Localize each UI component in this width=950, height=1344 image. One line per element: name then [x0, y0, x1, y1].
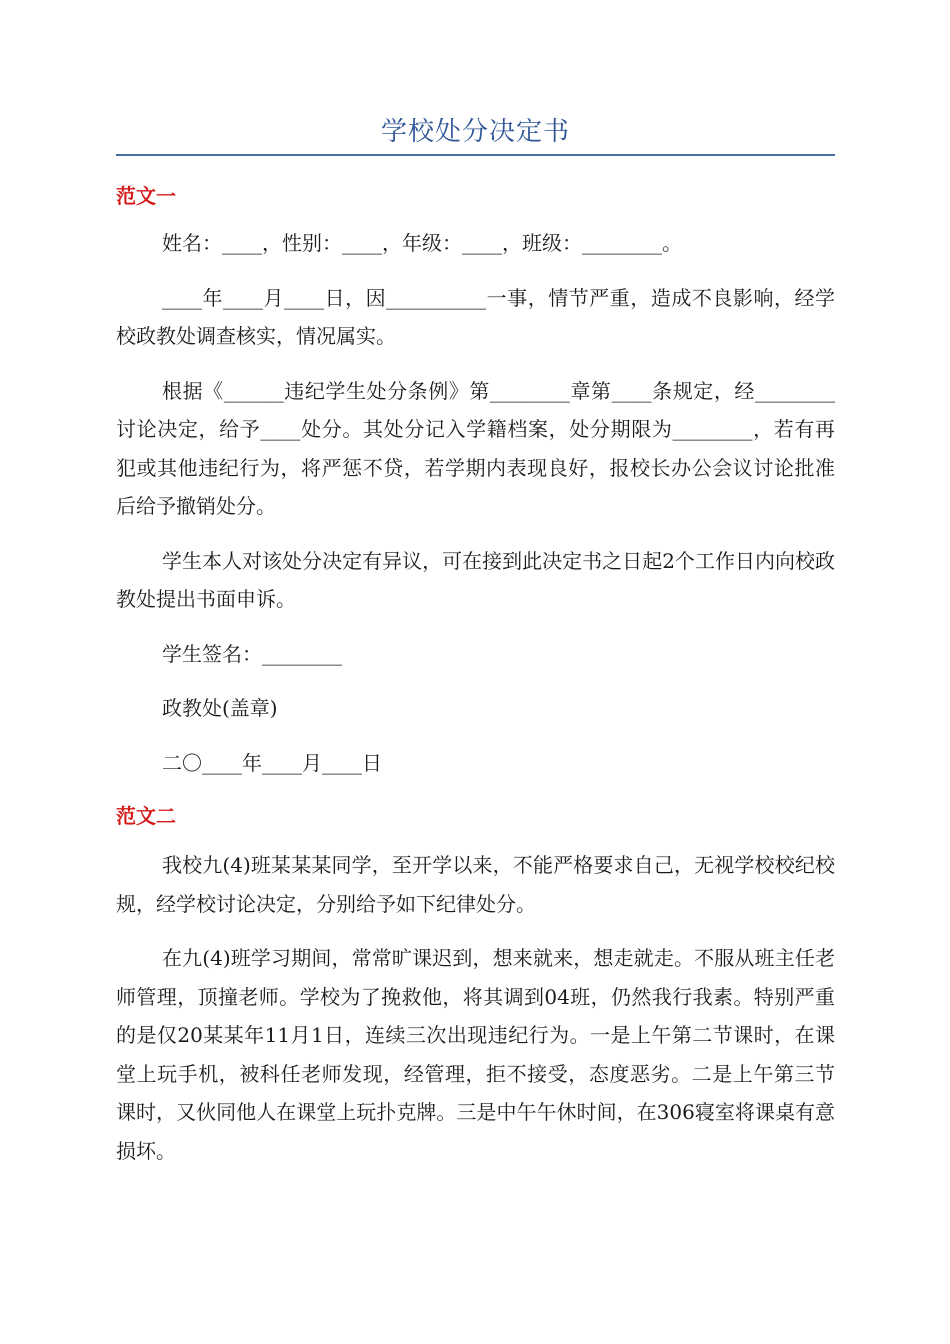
paragraph-regulation: 根据《______违纪学生处分条例》第________章第____条规定，经________讨论决定，给予____处分。其处分记入学籍档案，处分期限为________，若有再犯或其他违纪行为，将严惩不贷，若学期内表现良好，报校长办公会议讨论批准后给予撤销处分。: [116, 378, 835, 518]
office-seal-line: 政教处(盖章): [162, 696, 278, 720]
title-underline: [116, 154, 835, 156]
student-signature-line: 学生签名：________: [162, 641, 342, 666]
paragraph-details: 在九(4)班学习期间，常常旷课迟到，想来就来，想走就走。不服从班主任老师管理，顶撞老师。学校为了挽救他，将其调到04班，仍然我行我素。特别严重的是仅20某某年11月1日，连续三次出现违纪行为。一是上午第二节课时，在课堂上玩手机，被科任老师发现，经管理，拒不接受，态度恶劣。二是上午第三节课时，又伙同他人在课堂上玩扑克牌。三是中午午休时间，在306寝室将课桌有意损坏。: [116, 946, 835, 1163]
section-heading-1: 范文一: [116, 184, 176, 208]
document-title: 学校处分决定书: [380, 117, 570, 147]
section-heading-2: 范文二: [116, 804, 176, 828]
paragraph-incident: ____年____月____日，因__________一事，情节严重，造成不良影响，经学校政教处调查核实，情况属实。: [116, 285, 835, 348]
paragraph-appeal: 学生本人对该处分决定有异议，可在接到此决定书之日起2个工作日内向校政教处提出书面申诉。: [116, 548, 835, 611]
paragraph-name-fields: 姓名：____，性别：____，年级：____，班级：________。: [162, 231, 682, 255]
paragraph-intro: 我校九(4)班某某某同学，至开学以来，不能严格要求自己，无视学校校纪校规，经学校讨论决定，分别给予如下纪律处分。: [116, 853, 835, 916]
document-page: [116, 0, 835, 1170]
date-line: 二〇____年____月____日: [162, 750, 382, 775]
